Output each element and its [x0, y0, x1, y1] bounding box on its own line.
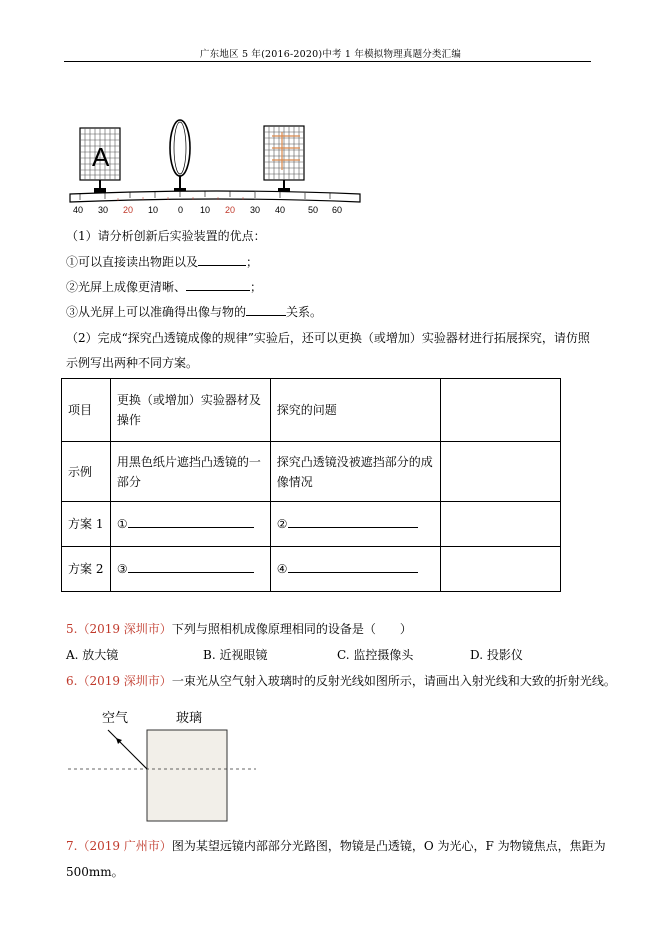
header-rule: [64, 61, 591, 62]
q1-item1-text: ①可以直接读出物距以及: [66, 255, 199, 269]
ruler-tick-label: 30: [98, 205, 109, 215]
table-cell: 探究的问题: [270, 379, 440, 442]
q7-stem: [66, 838, 606, 854]
table-cell: [110, 547, 270, 592]
table-cell: [270, 547, 440, 592]
q7-number: 7.（2019 广州市）: [66, 839, 172, 853]
table-cell: 方案 2: [62, 547, 111, 592]
table-cell: [270, 502, 440, 547]
q7-text: 图为某望远镜内部部分光路图，物镜是凸透镜，O 为光心，F 为物镜焦点，焦距为: [171, 839, 606, 853]
ruler-tick-label: 10: [200, 205, 211, 215]
table-row: [62, 379, 561, 442]
plan-table: [61, 378, 561, 592]
q6-text: 一束光从空气射入玻璃时的反射光线如图所示，请画出入射光线和大致的折射光线。: [171, 674, 616, 688]
ruler-tick-label: 40: [275, 205, 286, 215]
answer-blank[interactable]: [246, 303, 286, 316]
label-air: 空气: [102, 710, 129, 725]
q1-item1: [66, 253, 258, 270]
q1-item3-text: ③从光屏上可以准确得出像与物的: [66, 305, 247, 319]
q6-number: 6.（2019 深圳市）: [66, 674, 172, 688]
q1-item3: [66, 303, 322, 320]
answer-blank[interactable]: [128, 560, 254, 573]
q5-option-b[interactable]: B. 近视眼镜: [203, 648, 268, 662]
answer-blank[interactable]: [198, 253, 246, 266]
table-row: [62, 547, 561, 592]
q5-option-a[interactable]: A. 放大镜: [66, 648, 119, 662]
q1-item1-end: ；: [246, 255, 259, 269]
table-cell: 项目: [62, 379, 111, 442]
q5-number: 5.（2019 深圳市）: [66, 622, 172, 636]
q1-item2: [66, 278, 262, 295]
object-letter: A: [92, 142, 110, 172]
q1-item3-end: 关系。: [286, 305, 323, 319]
glass-block: [147, 730, 227, 821]
convex-lens: [170, 120, 190, 193]
plan-marker: ④: [276, 562, 288, 576]
q1-intro: （1）请分析创新后实验装置的优点：: [66, 229, 266, 243]
reflected-ray: [108, 730, 147, 769]
q5-stem: [66, 621, 412, 637]
plan-marker: ①: [116, 517, 128, 531]
ruler-tick-label: 20: [123, 205, 134, 215]
q2-line1: （2）完成“探究凸透镜成像的规律”实验后，还可以更换（或增加）实验器材进行拓展探究，请仿照: [66, 331, 590, 345]
ruler-tick-label: 50: [308, 205, 319, 215]
label-glass: 玻璃: [176, 710, 203, 725]
page-header: 广东地区 5 年(2016-2020)中考 1 年模拟物理真题分类汇编: [199, 49, 462, 60]
ruler: [70, 191, 360, 202]
table-cell: [110, 502, 270, 547]
ruler-tick-labels: [73, 205, 342, 215]
ruler-tick-label: 40: [73, 205, 84, 215]
answer-blank[interactable]: [186, 278, 250, 291]
q5-option-d[interactable]: D. 投影仪: [470, 648, 523, 662]
q2-line2: 示例写出两种不同方案。: [66, 356, 199, 370]
table-cell: [440, 379, 560, 442]
answer-blank[interactable]: [288, 515, 418, 528]
q7-line2: 500mm。: [66, 865, 124, 879]
ruler-tick-label: 20: [225, 205, 236, 215]
ruler-tick-label: 0: [178, 205, 184, 215]
q5-option-c[interactable]: C. 监控摄像头: [337, 648, 414, 662]
screen-board: [264, 126, 304, 193]
table-cell: 方案 1: [62, 502, 111, 547]
q5-text: 下列与照相机成像原理相同的设备是（ ）: [171, 622, 412, 636]
table-cell: 用黑色纸片遮挡凸透镜的一部分: [110, 442, 270, 502]
table-row: [62, 502, 561, 547]
refraction-figure: [66, 706, 256, 826]
table-cell: [440, 502, 560, 547]
table-cell: 示例: [62, 442, 111, 502]
q6-stem: [66, 673, 616, 689]
plan-marker: ③: [116, 562, 128, 576]
answer-blank[interactable]: [288, 560, 418, 573]
ruler-tick-label: 60: [332, 205, 343, 215]
object-board: [80, 128, 120, 193]
optical-bench-figure: [68, 118, 368, 218]
table-cell: [440, 547, 560, 592]
table-cell: [440, 442, 560, 502]
plan-marker: ②: [276, 517, 288, 531]
table-cell: 更换（或增加）实验器材及操作: [110, 379, 270, 442]
table-row: [62, 442, 561, 502]
q1-item2-end: ；: [250, 280, 263, 294]
answer-blank[interactable]: [128, 515, 254, 528]
table-cell: 探究凸透镜没被遮挡部分的成像情况: [270, 442, 440, 502]
ruler-tick-label: 30: [250, 205, 261, 215]
ruler-tick-label: 10: [148, 205, 159, 215]
q1-item2-text: ②光屏上成像更清晰、: [66, 280, 187, 294]
